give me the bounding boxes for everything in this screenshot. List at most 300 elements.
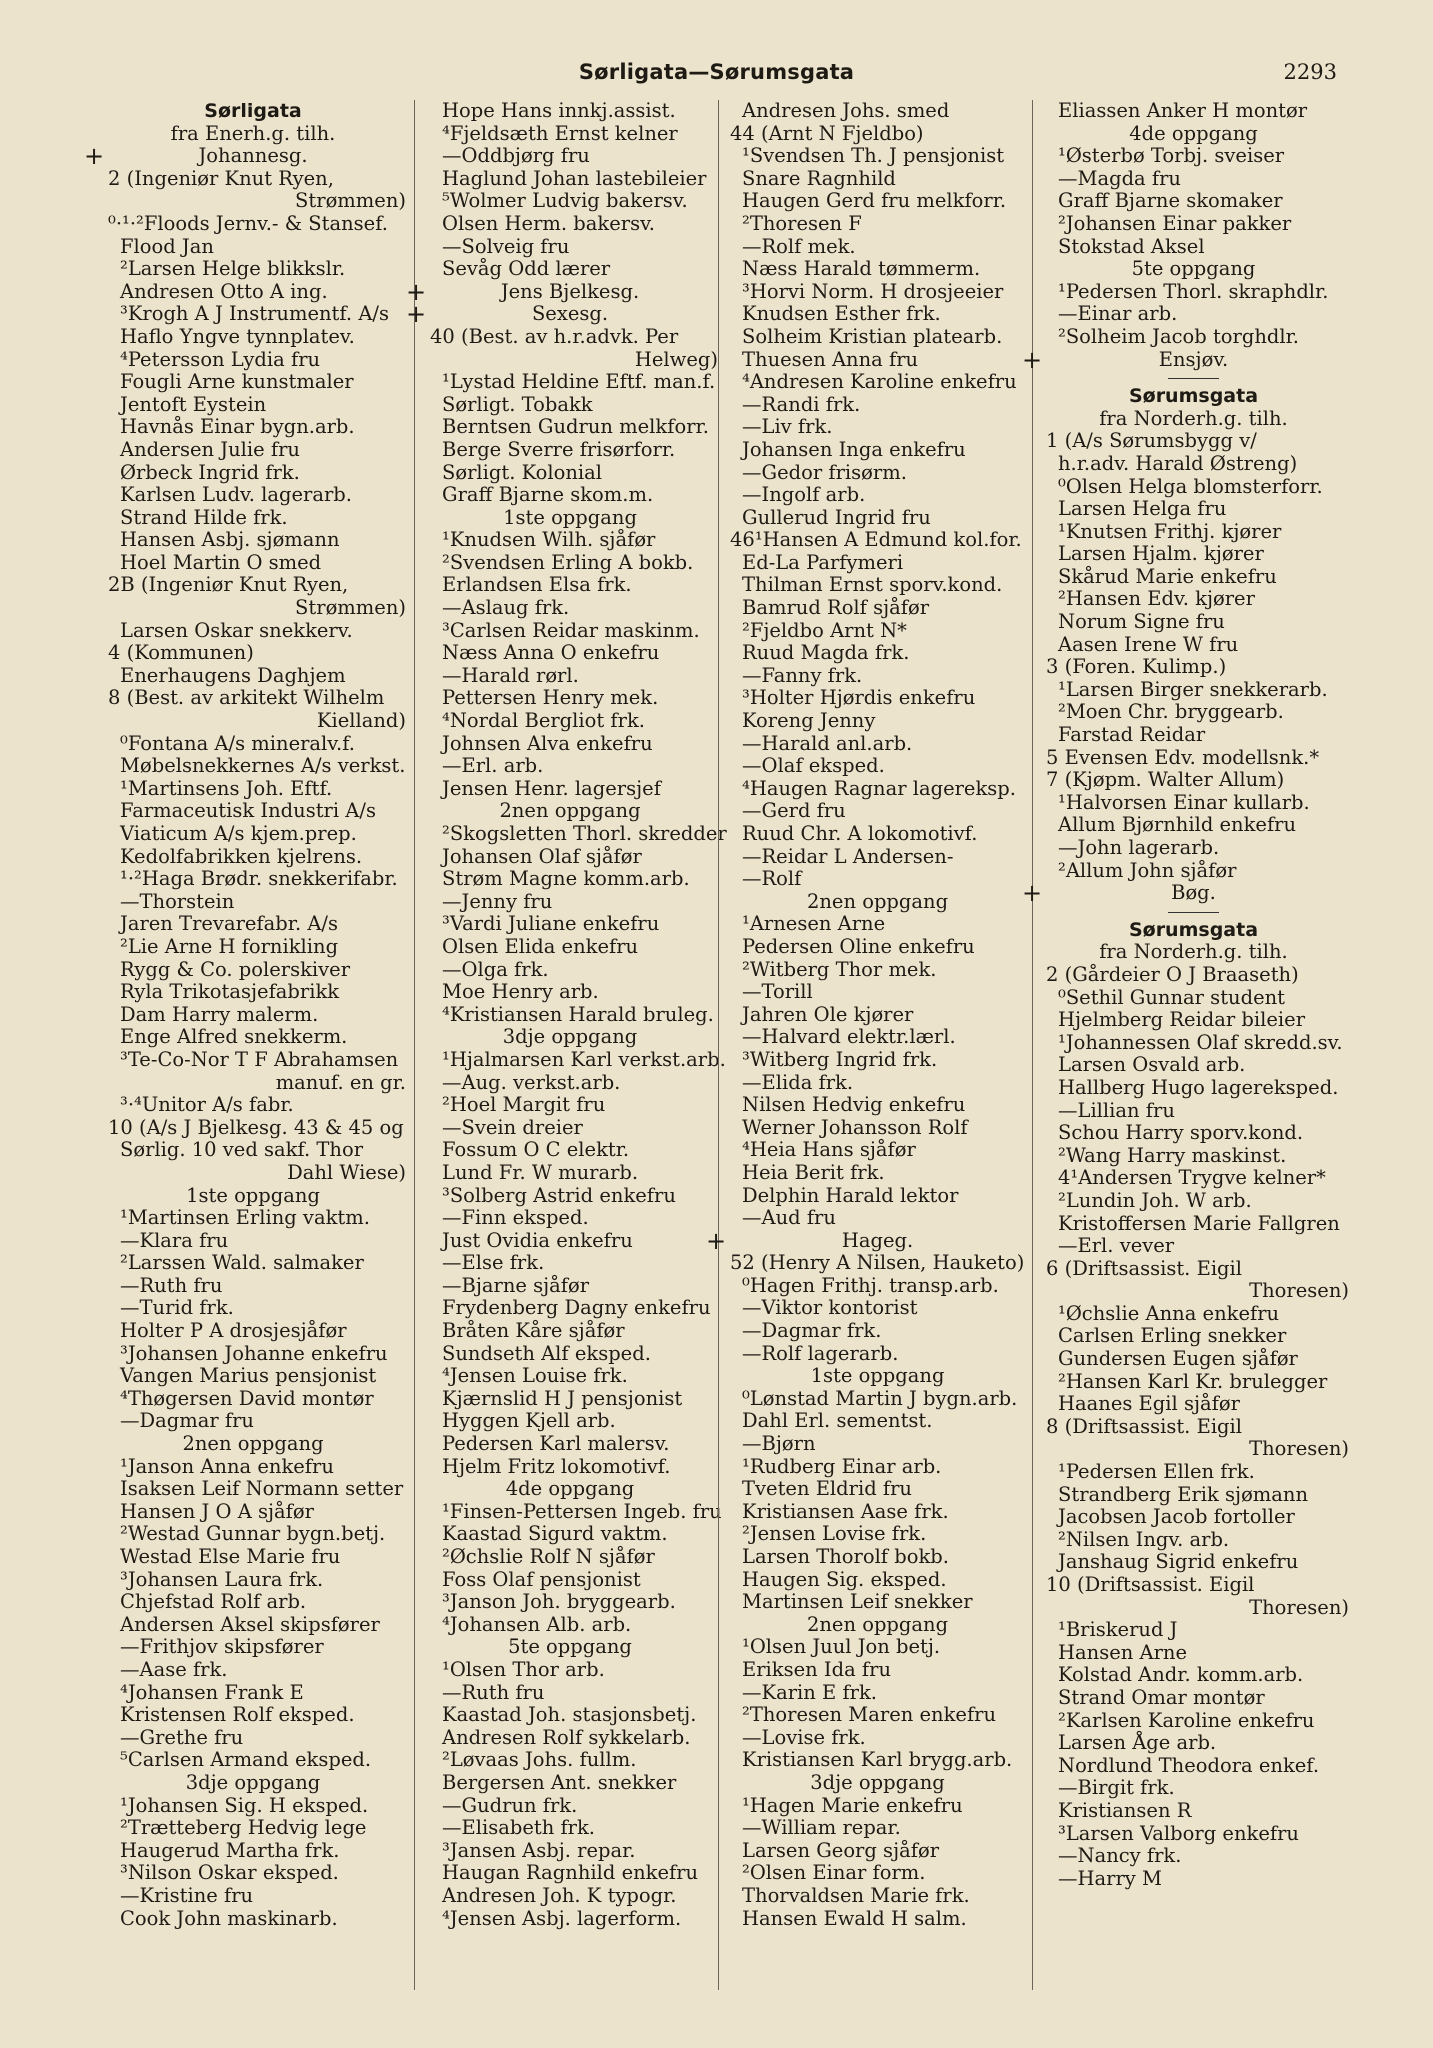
entry-text: ²Larsen Helge blikkslr. bbox=[120, 257, 346, 281]
directory-entry bbox=[420, 1094, 720, 1117]
directory-entry bbox=[1036, 1213, 1351, 1236]
directory-entry bbox=[1036, 1167, 1351, 1190]
entry-text: fra Norderh.g. tilh. bbox=[1099, 406, 1288, 430]
directory-entry bbox=[720, 1817, 1035, 1840]
entry-text: ¹Knudsen Wilh. sjåfør bbox=[442, 528, 656, 552]
entry-text: Sørumsgata bbox=[1128, 385, 1259, 408]
entry-text: Berge Sverre frisørforr. bbox=[442, 437, 676, 461]
entry-text: Eriksen Ida fru bbox=[742, 1657, 892, 1681]
directory-entry bbox=[420, 1139, 720, 1162]
entry-text: ³Carlsen Reidar maskinm. bbox=[442, 618, 700, 642]
entry-text: Enge Alfred snekkerm. bbox=[120, 1025, 348, 1049]
entry-text: ¹Briskerud J bbox=[1058, 1618, 1178, 1642]
directory-entry bbox=[1036, 190, 1351, 213]
cross-street-marker-icon: + bbox=[84, 142, 105, 171]
directory-entry bbox=[1036, 1145, 1351, 1168]
directory-entry bbox=[98, 281, 408, 304]
page-header bbox=[0, 60, 1433, 94]
entry-text: Sørumsgata bbox=[1128, 918, 1259, 941]
directory-entry bbox=[1036, 1868, 1351, 1891]
entry-text: —Rolf mek. bbox=[742, 234, 856, 258]
entry-text: 1 (A/s Sørumsbygg v/ bbox=[1046, 429, 1257, 453]
street-heading bbox=[1036, 919, 1351, 942]
entry-text: Havnås Einar bygn.arb. bbox=[120, 415, 355, 439]
entry-text: Rygg & Co. polerskiver bbox=[120, 957, 351, 981]
entry-text: 52 (Henry A Nilsen, Hauketo) bbox=[730, 1251, 1025, 1275]
entry-text: Kristoffersen Marie Fallgren bbox=[1058, 1211, 1340, 1235]
entry-continuation bbox=[98, 710, 408, 733]
entry-text: Ruud Magda frk. bbox=[742, 641, 910, 665]
entry-text: Ruud Chr. A lokomotivf. bbox=[742, 822, 978, 845]
entry-text: 5te oppgang bbox=[1131, 257, 1256, 281]
entry-text: ¹Janson Anna enkefru bbox=[120, 1454, 334, 1478]
entry-text: —Gudrun frk. bbox=[442, 1793, 578, 1817]
entry-text: ³Nilson Oskar eksped. bbox=[120, 1861, 339, 1885]
directory-entry bbox=[720, 1094, 1035, 1117]
directory-entry bbox=[98, 1094, 408, 1117]
entry-text: —Grethe fru bbox=[120, 1725, 244, 1749]
building-entry bbox=[1036, 1258, 1351, 1281]
entry-text: —Olga frk. bbox=[442, 957, 549, 981]
section-label bbox=[1036, 123, 1351, 146]
column-2 bbox=[406, 99, 727, 1930]
directory-entry bbox=[420, 1072, 720, 1095]
entry-text: ²Allum John sjåfør bbox=[1058, 858, 1237, 882]
directory-entry bbox=[1036, 1077, 1351, 1100]
entry-text: ¹Johansen Sig. H eksped. bbox=[120, 1793, 369, 1817]
entry-text: —Gerd fru bbox=[742, 799, 846, 823]
directory-entry bbox=[720, 484, 1035, 507]
entry-text: Hansen J O A sjåfør bbox=[120, 1499, 314, 1523]
directory-entry bbox=[1036, 1325, 1351, 1348]
entry-text: ³·⁴Unitor A/s fabr. bbox=[120, 1093, 294, 1117]
building-entry bbox=[420, 326, 720, 349]
entry-text: —Finn eksped. bbox=[442, 1206, 589, 1230]
entry-continuation bbox=[1036, 1597, 1351, 1620]
directory-entry bbox=[420, 1862, 720, 1885]
entry-text: ³Holter Hjørdis enkefru bbox=[742, 686, 976, 710]
cross-street-marker-icon: + bbox=[1022, 879, 1043, 908]
directory-entry bbox=[720, 1139, 1035, 1162]
entry-text: 2nen oppgang bbox=[806, 1612, 949, 1636]
entry-text: ²Skogsletten Thorl. skredder bbox=[442, 822, 727, 845]
entry-text: Heia Berit frk. bbox=[742, 1160, 885, 1184]
entry-text: 40 (Best. av h.r.advk. Per bbox=[430, 324, 679, 348]
directory-entry bbox=[720, 371, 1035, 394]
entry-text: Sundseth Alf eksped. bbox=[442, 1341, 651, 1365]
entry-text: 1ste oppgang bbox=[503, 505, 637, 529]
entry-text: —Thorstein bbox=[120, 889, 235, 913]
directory-entry bbox=[720, 507, 1035, 530]
directory-entry bbox=[98, 778, 408, 801]
section-label bbox=[84, 142, 408, 171]
directory-entry bbox=[720, 1433, 1035, 1456]
column-divider bbox=[718, 100, 719, 1990]
directory-entry bbox=[1036, 566, 1351, 589]
section-label bbox=[720, 1365, 1035, 1388]
directory-entry bbox=[420, 1682, 720, 1705]
directory-entry bbox=[420, 484, 720, 507]
entry-text: ¹Pedersen Ellen frk. bbox=[1058, 1460, 1255, 1484]
directory-entry bbox=[720, 1117, 1035, 1140]
directory-entry bbox=[1036, 326, 1351, 349]
directory-entry bbox=[720, 1795, 1035, 1818]
entry-text: 3dje oppgang bbox=[502, 1025, 638, 1049]
entry-text: Jahren Ole kjører bbox=[742, 1002, 914, 1026]
entry-text: Carlsen Erling snekker bbox=[1058, 1324, 1287, 1348]
entry-text: Erlandsen Elsa frk. bbox=[442, 573, 632, 597]
directory-entry bbox=[1036, 281, 1351, 304]
directory-entry bbox=[1036, 1100, 1351, 1123]
page-title: Sørligata—Sørumsgata bbox=[578, 60, 855, 84]
directory-entry bbox=[420, 1727, 720, 1750]
entry-text: Haanes Egil sjåfør bbox=[1058, 1392, 1240, 1416]
building-entry bbox=[1036, 964, 1351, 987]
entry-text: ¹Olsen Thor arb. bbox=[442, 1657, 605, 1681]
entry-text: Sørlig. 10 ved sakf. Thor bbox=[120, 1138, 364, 1162]
entry-text: ²Løvaas Johs. fullm. bbox=[442, 1748, 637, 1772]
entry-text: 2 (Ingeniør Knut Ryen, bbox=[108, 166, 334, 190]
entry-text: ³Witberg Ingrid frk. bbox=[742, 1047, 938, 1071]
entry-text: Hoel Martin O smed bbox=[120, 550, 322, 574]
entry-text: Strømmen) bbox=[295, 596, 406, 620]
entry-text: —Klara fru bbox=[120, 1228, 229, 1252]
entry-continuation bbox=[98, 1162, 408, 1185]
entry-text: —Olaf eksped. bbox=[742, 754, 885, 778]
entry-text: Holter P A drosjesjåfør bbox=[120, 1319, 347, 1343]
directory-entry bbox=[1036, 168, 1351, 191]
entry-text: Berntsen Gudrun melkforr. bbox=[442, 415, 709, 439]
entry-text: Eliassen Anker H montør bbox=[1058, 99, 1308, 122]
entry-text: —Nancy frk. bbox=[1058, 1844, 1182, 1868]
entry-text: Andersen Aksel skipsfører bbox=[120, 1612, 380, 1636]
entry-text: Kolstad Andr. komm.arb. bbox=[1058, 1663, 1304, 1687]
directory-entry bbox=[420, 552, 720, 575]
column-4 bbox=[1022, 99, 1351, 1890]
section-label bbox=[420, 800, 720, 823]
entry-text: Strandberg Erik sjømann bbox=[1058, 1482, 1309, 1506]
directory-entry bbox=[420, 1523, 720, 1546]
directory-entry bbox=[420, 1704, 720, 1727]
cross-street-marker-icon: + bbox=[706, 1226, 727, 1255]
directory-entry bbox=[420, 100, 720, 123]
entry-text: ³Jansen Asbj. repar. bbox=[442, 1838, 636, 1862]
entry-text: Frydenberg Dagny enkefru bbox=[442, 1296, 711, 1320]
directory-entry bbox=[720, 1456, 1035, 1479]
entry-text: ²Johansen Einar pakker bbox=[1058, 211, 1292, 235]
directory-entry bbox=[420, 1546, 720, 1569]
page-number: 2293 bbox=[1283, 60, 1337, 84]
directory-entry bbox=[1036, 1461, 1351, 1484]
directory-entry bbox=[420, 1885, 720, 1908]
directory-entry bbox=[420, 1365, 720, 1388]
directory-entry bbox=[1036, 498, 1351, 521]
directory-entry bbox=[98, 1908, 408, 1931]
building-entry bbox=[98, 168, 408, 191]
building-entry bbox=[98, 1117, 408, 1140]
entry-text: ⁴Johansen Alb. arb. bbox=[442, 1612, 632, 1636]
entry-text: —Harald anl.arb. bbox=[742, 731, 913, 755]
entry-text: Stokstad Aksel bbox=[1058, 234, 1205, 258]
entry-text: Olsen Elida enkefru bbox=[442, 934, 639, 958]
entry-text: 1ste oppgang bbox=[186, 1183, 320, 1207]
section-divider bbox=[1036, 371, 1351, 385]
directory-entry bbox=[420, 462, 720, 485]
entry-text: ²Svendsen Erling A bokb. bbox=[442, 550, 694, 574]
entry-text: Fossum O C elektr. bbox=[442, 1138, 630, 1162]
entry-text: Martinsen Leif snekker bbox=[742, 1590, 973, 1614]
directory-entry bbox=[720, 823, 1035, 846]
entry-text: Vangen Marius pensjonist bbox=[120, 1364, 377, 1388]
entry-text: Viaticum A/s kjem.prep. bbox=[120, 822, 357, 845]
directory-entry bbox=[1036, 100, 1351, 123]
entry-text: fra Norderh.g. tilh. bbox=[1099, 940, 1288, 964]
directory-entry bbox=[98, 891, 408, 914]
entry-text: ¹Øchslie Anna enkefru bbox=[1058, 1301, 1280, 1325]
directory-entry bbox=[420, 1908, 720, 1931]
directory-entry bbox=[420, 236, 720, 259]
entry-text: Karlsen Ludv. lagerarb. bbox=[120, 483, 352, 507]
directory-entry bbox=[1036, 1687, 1351, 1710]
directory-entry bbox=[420, 778, 720, 801]
entry-text: Hansen Arne bbox=[1058, 1640, 1187, 1664]
entry-text: Kristiansen Karl brygg.arb. bbox=[742, 1748, 1013, 1772]
building-entry bbox=[98, 213, 408, 236]
directory-entry bbox=[420, 190, 720, 213]
directory-entry bbox=[98, 439, 408, 462]
section-label bbox=[98, 1185, 408, 1208]
section-label bbox=[406, 277, 720, 306]
entry-text: ¹Johannessen Olaf skredd.sv. bbox=[1058, 1030, 1343, 1054]
directory-entry bbox=[420, 1772, 720, 1795]
entry-text: 2nen oppgang bbox=[806, 889, 949, 913]
entry-text: h.r.adv. Harald Østreng) bbox=[1058, 451, 1298, 475]
directory-entry bbox=[1036, 634, 1351, 657]
directory-entry bbox=[1036, 1484, 1351, 1507]
entry-text: Thoresen) bbox=[1249, 1437, 1349, 1461]
directory-entry bbox=[720, 1388, 1035, 1411]
directory-entry bbox=[1036, 588, 1351, 611]
cross-street-marker-icon: + bbox=[1022, 345, 1043, 374]
entry-text: ³Johansen Johanne enkefru bbox=[120, 1341, 388, 1365]
entry-text: ²Westad Gunnar bygn.betj. bbox=[120, 1522, 386, 1546]
directory-entry bbox=[1036, 1619, 1351, 1642]
directory-entry bbox=[720, 1523, 1035, 1546]
directory-entry bbox=[98, 1207, 408, 1230]
entry-text: —Viktor kontorist bbox=[742, 1296, 918, 1320]
entry-text: ⁴Fjeldsæth Ernst kelner bbox=[442, 121, 678, 145]
entry-text: —Harald rørl. bbox=[442, 663, 579, 687]
entry-text: 7 (Kjøpm. Walter Allum) bbox=[1046, 768, 1285, 792]
entry-text: 2nen oppgang bbox=[499, 799, 641, 823]
section-label bbox=[706, 1226, 1035, 1255]
directory-entry bbox=[420, 959, 720, 982]
entry-text: ¹·²Haga Brødr. snekkerifabr. bbox=[120, 867, 398, 891]
directory-entry bbox=[98, 1388, 408, 1411]
entry-text: 1ste oppgang bbox=[810, 1364, 945, 1388]
entry-text: 2B (Ingeniør Knut Ryen, bbox=[108, 573, 349, 597]
building-entry bbox=[1036, 656, 1351, 679]
entry-text: —Rolf bbox=[742, 867, 802, 891]
directory-entry bbox=[98, 349, 408, 372]
entry-text: —Birgit frk. bbox=[1058, 1776, 1175, 1800]
directory-entry bbox=[720, 1546, 1035, 1569]
entry-text: Moe Henry arb. bbox=[442, 980, 599, 1004]
entry-text: ²Lie Arne H fornikling bbox=[120, 934, 339, 958]
directory-entry bbox=[1036, 1664, 1351, 1687]
directory-entry bbox=[1036, 521, 1351, 544]
directory-entry bbox=[98, 1320, 408, 1343]
entry-text: Fougli Arne kunstmaler bbox=[120, 370, 354, 394]
entry-text: manuf. en gr. bbox=[275, 1070, 406, 1094]
entry-text: ⁰Sethil Gunnar student bbox=[1058, 985, 1286, 1009]
directory-entry bbox=[98, 846, 408, 869]
entry-text: Bøg. bbox=[1171, 881, 1216, 905]
directory-entry bbox=[98, 665, 408, 688]
directory-entry bbox=[98, 800, 408, 823]
entry-text: Bråten Kåre sjåfør bbox=[442, 1319, 625, 1343]
directory-entry bbox=[98, 1275, 408, 1298]
directory-entry bbox=[420, 1207, 720, 1230]
entry-text: Delphin Harald lektor bbox=[742, 1183, 959, 1207]
section-label bbox=[98, 123, 408, 146]
directory-entry bbox=[98, 620, 408, 643]
entry-text: Werner Johansson Rolf bbox=[742, 1115, 968, 1139]
directory-entry bbox=[420, 1749, 720, 1772]
entry-text: —Halvard elektr.lærl. bbox=[742, 1025, 956, 1049]
directory-entry bbox=[420, 846, 720, 869]
column-divider bbox=[1032, 100, 1033, 1990]
entry-text: Graff Bjarne skom.m. bbox=[442, 483, 654, 507]
directory-entry bbox=[420, 642, 720, 665]
directory-entry bbox=[1036, 1506, 1351, 1529]
entry-text: Hope Hans innkj.assist. bbox=[442, 99, 676, 122]
directory-entry bbox=[1036, 236, 1351, 259]
entry-text: Hansen Asbj. sjømann bbox=[120, 528, 340, 552]
directory-entry bbox=[420, 981, 720, 1004]
directory-entry bbox=[420, 1343, 720, 1366]
entry-text: 3dje oppgang bbox=[810, 1770, 945, 1794]
entry-text: Strøm Magne komm.arb. bbox=[442, 867, 690, 891]
directory-entry bbox=[420, 822, 727, 846]
entry-text: ³Johansen Laura frk. bbox=[120, 1567, 324, 1591]
directory-entry bbox=[420, 1388, 720, 1411]
directory-entry bbox=[1036, 1755, 1351, 1778]
directory-entry bbox=[98, 552, 408, 575]
cross-street-marker-icon: + bbox=[406, 277, 427, 306]
entry-text: ³Vardi Juliane enkefru bbox=[442, 912, 660, 936]
section-label bbox=[1036, 258, 1351, 281]
entry-text: —Oddbjørg fru bbox=[442, 144, 590, 168]
directory-entry bbox=[720, 1343, 1035, 1366]
entry-text: ⁴Kristiansen Harald bruleg. bbox=[442, 1002, 714, 1026]
section-label bbox=[420, 507, 720, 530]
directory-entry bbox=[720, 1591, 1035, 1614]
entry-text: —John lagerarb. bbox=[1058, 836, 1220, 859]
entry-text: ²Fjeldbo Arnt N* bbox=[742, 618, 907, 642]
directory-entry bbox=[98, 959, 408, 982]
entry-text: —Elisabeth frk. bbox=[442, 1816, 596, 1840]
entry-text: ²Hansen Karl Kr. brulegger bbox=[1058, 1369, 1328, 1393]
directory-entry bbox=[98, 1591, 408, 1614]
entry-continuation bbox=[1036, 1438, 1351, 1461]
entry-text: Thoresen) bbox=[1249, 1279, 1349, 1303]
entry-text: Jens Bjelkesg. bbox=[500, 279, 640, 303]
entry-text: Ryla Trikotasjefabrikk bbox=[120, 980, 340, 1004]
directory-entry bbox=[98, 371, 408, 394]
entry-text: Larsen Åge arb. bbox=[1058, 1731, 1217, 1755]
entry-text: 4de oppgang bbox=[505, 1477, 635, 1501]
entry-text: ¹Lystad Heldine Eftf. man.f. bbox=[442, 370, 716, 394]
entry-text: —Aslaug frk. bbox=[442, 596, 570, 620]
entry-text: fra Enerh.g. tilh. bbox=[170, 121, 336, 145]
entry-text: Dahl Erl. sementst. bbox=[742, 1409, 933, 1433]
entry-text: —Jenny fru bbox=[442, 889, 553, 913]
directory-entry bbox=[98, 1252, 408, 1275]
entry-text: Larsen Helga fru bbox=[1058, 497, 1227, 521]
directory-entry bbox=[1036, 1032, 1351, 1055]
entry-continuation bbox=[1036, 1280, 1351, 1303]
entry-text: Skårud Marie enkefru bbox=[1058, 564, 1277, 588]
directory-entry bbox=[720, 710, 1035, 733]
section-label bbox=[1022, 345, 1351, 374]
entry-text: Kjærnslid H J pensjonist bbox=[442, 1386, 683, 1410]
entry-text: Dam Harry malerm. bbox=[120, 1002, 319, 1026]
entry-text: Helweg) bbox=[634, 347, 718, 371]
section-label bbox=[720, 1614, 1035, 1637]
directory-entry bbox=[720, 981, 1035, 1004]
cross-street-marker-icon: + bbox=[406, 300, 427, 329]
directory-entry bbox=[720, 1862, 1035, 1885]
entry-text: —Einar arb. bbox=[1058, 302, 1178, 326]
entry-text: 4de oppgang bbox=[1129, 121, 1258, 145]
entry-text: ⁴Andresen Karoline enkefru bbox=[742, 370, 1017, 394]
directory-entry bbox=[1036, 1348, 1351, 1371]
directory-entry bbox=[420, 213, 720, 236]
directory-entry bbox=[98, 1230, 408, 1253]
directory-entry bbox=[98, 981, 408, 1004]
entry-text: Chjefstad Rolf arb. bbox=[120, 1590, 307, 1614]
entry-text: Haugen Gerd fru melkforr. bbox=[742, 189, 1007, 213]
entry-text: ⁰Hagen Frithj. transp.arb. bbox=[742, 1273, 999, 1297]
entry-text: ¹Larsen Birger snekkerarb. bbox=[1058, 677, 1328, 701]
section-label bbox=[1022, 879, 1351, 908]
entry-text: Schou Harry sporv.kond. bbox=[1058, 1121, 1304, 1145]
directory-entry bbox=[420, 1433, 720, 1456]
entry-text: Snare Ragnhild bbox=[742, 166, 896, 190]
directory-entry bbox=[420, 1795, 720, 1818]
entry-text: Knudsen Esther frk. bbox=[742, 302, 941, 326]
entry-text: Sørligata bbox=[204, 100, 302, 122]
directory-entry bbox=[420, 868, 720, 891]
entry-text: Kristiansen R bbox=[1058, 1798, 1192, 1822]
entry-text: Haugen Sig. eksped. bbox=[742, 1567, 947, 1591]
entry-text: Kaastad Sigurd vaktm. bbox=[442, 1522, 668, 1546]
entry-text: —Aug. verkst.arb. bbox=[442, 1070, 621, 1094]
directory-entry bbox=[420, 1456, 720, 1479]
entry-text: ¹Hjalmarsen Karl verkst.arb. bbox=[442, 1047, 726, 1071]
directory-entry bbox=[720, 1275, 1035, 1298]
directory-entry bbox=[98, 303, 408, 326]
directory-entry bbox=[98, 1501, 408, 1524]
entry-text: Graff Bjarne skomaker bbox=[1058, 189, 1283, 213]
directory-entry bbox=[1036, 1529, 1351, 1552]
directory-entry bbox=[420, 168, 720, 191]
directory-entry bbox=[98, 1297, 408, 1320]
entry-text: Ensjøv. bbox=[1158, 347, 1229, 371]
column-3 bbox=[706, 99, 1035, 1930]
directory-entry bbox=[98, 1343, 408, 1366]
